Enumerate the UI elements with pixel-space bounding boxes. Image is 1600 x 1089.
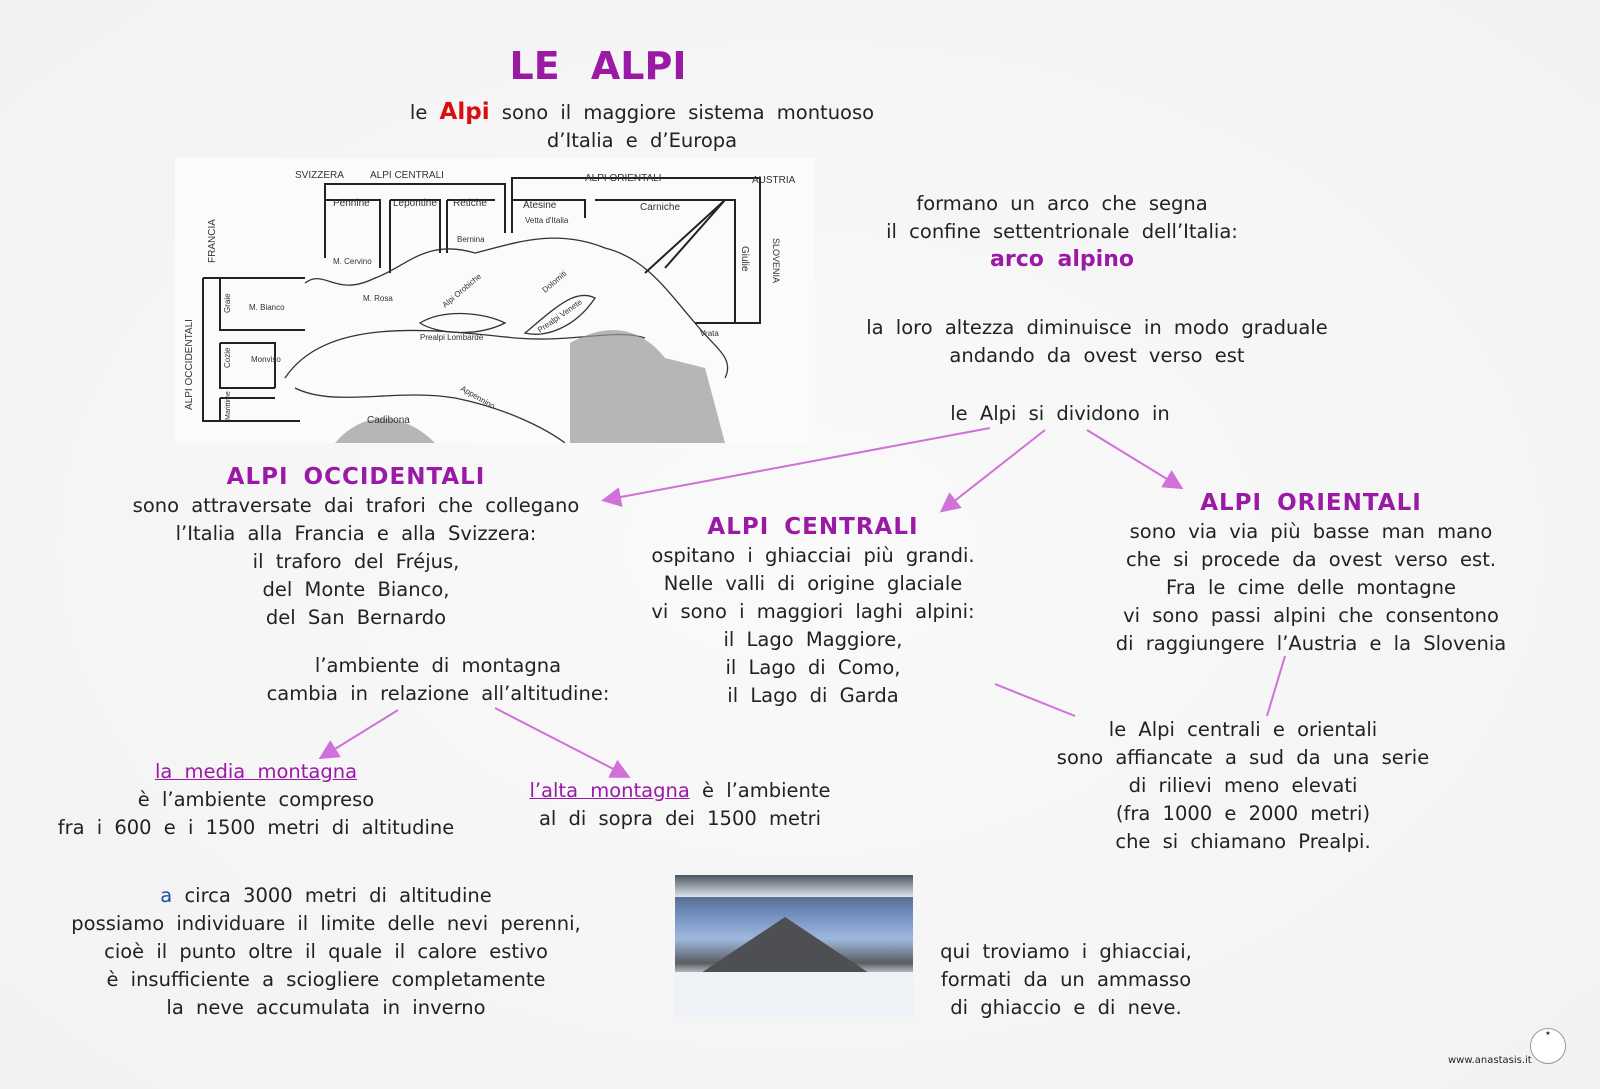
map-label: Graie — [223, 293, 232, 313]
map-label: Retiche — [453, 198, 487, 209]
text-line: il traforo del Fréjus, — [252, 550, 460, 573]
text-line: è l’ambiente compreso — [137, 788, 375, 811]
text-line: del Monte Bianco, — [262, 578, 450, 601]
arrow — [322, 710, 398, 757]
centrali-heading: ALPI CENTRALI — [707, 514, 919, 540]
alta-montagna-term: l’alta montagna — [529, 779, 690, 802]
text-line: che si procede da ovest verso est. — [1125, 548, 1497, 571]
text-line: di raggiungere l’Austria e la Slovenia — [1115, 632, 1507, 655]
arco-alpino: arco alpino — [990, 247, 1134, 272]
map-label: Cadibona — [367, 415, 410, 426]
text-line: sono via via più basse man mano — [1129, 520, 1493, 543]
map-label: Bernina — [457, 235, 485, 244]
map-label: Appennino — [459, 383, 497, 411]
map-label: FRANCIA — [207, 219, 218, 263]
text-line: sono affiancate a sud da una serie — [1056, 746, 1430, 769]
connector-line — [1267, 656, 1285, 716]
map-label: Carniche — [640, 202, 681, 213]
supermappe-logo: ★ — [1530, 1028, 1566, 1064]
text-line: la loro altezza diminuisce in modo graduale — [866, 316, 1328, 339]
map-label: Marittime — [225, 391, 232, 420]
map-label: ALPI ORIENTALI — [585, 173, 662, 184]
text-line: di ghiaccio e di neve. — [950, 996, 1182, 1019]
arrow — [605, 428, 990, 500]
text-line: circa 3000 metri di altitudine — [184, 884, 492, 907]
text-line: del San Bernardo — [265, 606, 447, 629]
arrow — [1087, 430, 1180, 487]
intro-pre: le — [409, 101, 428, 124]
media-montagna-term: la media montagna — [154, 760, 358, 783]
map-label: Vrata — [700, 329, 719, 338]
text-line: è insufficiente a sciogliere completamente — [106, 968, 546, 991]
map-label: Lepontine — [393, 198, 437, 209]
map-label: M. Rosa — [363, 294, 393, 303]
orientali-heading: ALPI ORIENTALI — [1200, 490, 1422, 516]
text-line: è l’ambiente — [701, 779, 831, 802]
text-line: possiamo individuare il limite delle nevi perenni, — [71, 912, 581, 935]
intro-line2: d’Italia e d’Europa — [546, 129, 738, 152]
map-label: Dolomiti — [540, 269, 569, 295]
text-line: che si chiamano Prealpi. — [1115, 830, 1371, 853]
text-line: il confine settentrionale dell’Italia: — [886, 220, 1238, 243]
connector-line — [995, 684, 1075, 716]
text-line: di rilievi meno elevati — [1128, 774, 1358, 797]
text-line: l’ambiente di montagna — [314, 654, 562, 677]
text-line: cambia in relazione all’altitudine: — [266, 682, 610, 705]
text-line: formati da un ammasso — [940, 968, 1192, 991]
text-line: al di sopra dei 1500 metri — [538, 807, 822, 830]
text-line: ospitano i ghiacciai più grandi. — [651, 544, 975, 567]
map-label: Monviso — [251, 355, 281, 364]
text-line: qui troviamo i ghiacciai, — [940, 940, 1192, 963]
occidentali-heading: ALPI OCCIDENTALI — [226, 464, 486, 490]
text-line: Nelle valli di origine glaciale — [663, 572, 963, 595]
map-label: Pennine — [333, 198, 370, 209]
map-label: ALPI OCCIDENTALI — [184, 319, 195, 410]
map-label: SLOVENIA — [771, 238, 781, 284]
map-label: Alpi Orobiche — [440, 271, 484, 310]
map-label: Prealpi Venete — [535, 297, 584, 335]
text-line: le Alpi centrali e orientali — [1108, 718, 1378, 741]
text-line: vi sono i maggiori laghi alpini: — [651, 600, 975, 623]
text-line: la neve accumulata in inverno — [166, 996, 486, 1019]
map-label: SVIZZERA — [295, 170, 344, 181]
text-line: (fra 1000 e 2000 metri) — [1115, 802, 1371, 825]
map-label: ALPI CENTRALI — [370, 170, 444, 181]
text-line: fra i 600 e i 1500 metri di altitudine — [57, 816, 455, 839]
text-line: vi sono passi alpini che consentono — [1123, 604, 1499, 627]
text-word: a — [160, 884, 173, 907]
text-line: andando da ovest verso est — [949, 344, 1245, 367]
text-line: cioè il punto oltre il quale il calore estivo — [104, 940, 548, 963]
map-label: Cozie — [223, 347, 232, 368]
intro-highlight: Alpi — [439, 99, 490, 125]
footer-site: www.anastasis.it — [1448, 1055, 1532, 1066]
map-label: Atesine — [523, 200, 557, 211]
text-line: il Lago di Garda — [727, 684, 899, 707]
text-line: le Alpi si dividono in — [950, 402, 1170, 425]
arrow — [495, 708, 627, 776]
map-label: M. Bianco — [249, 303, 285, 312]
page-title: LE ALPI — [509, 44, 687, 88]
map-label: Giulie — [739, 246, 750, 272]
text-line: Fra le cime delle montagne — [1166, 576, 1456, 599]
text-line: formano un arco che segna — [916, 192, 1208, 215]
arrow — [943, 430, 1045, 510]
map-label: M. Cervino — [333, 257, 372, 266]
text-line: sono attraversate dai trafori che collegano — [132, 494, 580, 517]
map-label: AUSTRIA — [752, 175, 796, 186]
text-line: il Lago di Como, — [725, 656, 901, 679]
intro-post: sono il maggiore sistema montuoso — [501, 101, 875, 124]
map-label: Prealpi Lombarde — [420, 333, 484, 342]
text-line: il Lago Maggiore, — [723, 628, 903, 651]
text-line: l’Italia alla Francia e alla Svizzera: — [175, 522, 537, 545]
map-label: Vetta d'Italia — [525, 216, 569, 225]
